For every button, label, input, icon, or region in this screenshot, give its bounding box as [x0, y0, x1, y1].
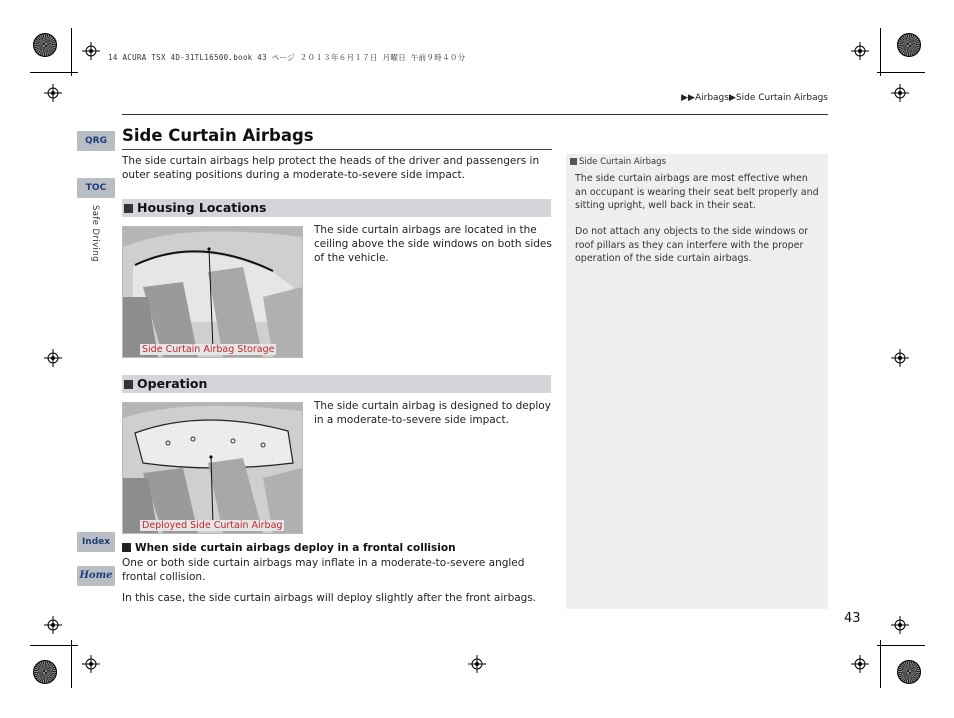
registration-sunburst-icon — [897, 33, 921, 57]
title-rule — [122, 149, 552, 150]
home-icon: Home — [79, 570, 113, 581]
print-header: 14 ACURA TSX 4D-31TL16500.book 43 ページ ２０１３年６月１７日 月曜日 午前９時４０分 — [108, 53, 466, 62]
subheading-text: When side curtain airbags deploy in a frontal collision — [135, 542, 456, 554]
section-heading-operation — [122, 375, 551, 393]
square-bullet-icon — [124, 380, 133, 389]
breadcrumb-arrows: ▶▶ — [681, 93, 695, 103]
car-interior-illustration — [123, 227, 302, 357]
note-title-text: Side Curtain Airbags — [579, 157, 666, 167]
crosshair-icon — [891, 84, 909, 102]
car-interior-image-storage — [122, 226, 303, 358]
intro-paragraph: The side curtain airbags help protect the heads of the driver and passengers in outer seating positions during a moderate-to-severe side impact. — [122, 155, 540, 181]
breadcrumb-current: Side Curtain Airbags — [735, 93, 828, 103]
qrg-button[interactable]: QRG — [77, 131, 115, 151]
crosshair-icon — [851, 42, 869, 60]
index-button[interactable]: Index — [77, 532, 115, 552]
crosshair-icon — [44, 349, 62, 367]
breadcrumb-separator: ▶ — [728, 93, 736, 103]
crosshair-icon — [891, 349, 909, 367]
square-bullet-icon — [124, 204, 133, 213]
registration-sunburst-icon — [897, 660, 921, 684]
crosshair-icon — [468, 655, 486, 673]
square-bullet-icon — [122, 543, 131, 552]
frontal-collision-paragraph: One or both side curtain airbags may inflate in a moderate-to-severe angled frontal collision. — [122, 557, 525, 583]
image-caption-deployed: Deployed Side Curtain Airbag — [142, 520, 283, 531]
section-tab-label: Safe Driving — [90, 205, 100, 262]
side-note-panel — [566, 154, 828, 609]
crosshair-icon — [82, 655, 100, 673]
note-paragraph-2: Do not attach any objects to the side windows or roof pillars as they can interfere with the proper operation of the side curtain airbags. — [575, 226, 809, 264]
registration-sunburst-icon — [33, 660, 57, 684]
home-button[interactable] — [77, 566, 115, 586]
breadcrumb-link-airbags[interactable]: Airbags — [694, 93, 729, 103]
note-marker-icon — [570, 158, 577, 165]
subheading-frontal-collision — [122, 542, 456, 554]
crosshair-icon — [44, 84, 62, 102]
registration-sunburst-icon — [33, 33, 57, 57]
deploy-timing-paragraph: In this case, the side curtain airbags will deploy slightly after the front airbags. — [122, 592, 537, 604]
housing-paragraph: The side curtain airbags are located in the ceiling above the side windows on both sides of the vehicle. — [314, 224, 552, 264]
crosshair-icon — [82, 42, 100, 60]
note-paragraph-1: The side curtain airbags are most effective when an occupant is wearing their seat belt properly and sitting upright, well back in their seat. — [575, 173, 819, 211]
section-heading-text: Operation — [137, 376, 208, 391]
section-heading-text: Housing Locations — [137, 200, 267, 215]
toc-button[interactable]: TOC — [77, 178, 115, 198]
crosshair-icon — [44, 616, 62, 634]
crosshair-icon — [851, 655, 869, 673]
operation-paragraph: The side curtain airbag is designed to deploy in a moderate-to-severe side impact. — [314, 400, 551, 426]
header-rule — [122, 114, 828, 115]
breadcrumb — [681, 93, 828, 103]
crosshair-icon — [891, 616, 909, 634]
deployed-airbag-illustration — [123, 403, 302, 533]
image-caption-storage: Side Curtain Airbag Storage — [142, 344, 275, 355]
page-number: 43 — [844, 611, 861, 626]
car-interior-image-deployed — [122, 402, 303, 534]
page-title: Side Curtain Airbags — [122, 126, 314, 145]
note-title — [570, 157, 666, 167]
section-heading-housing — [122, 199, 551, 217]
